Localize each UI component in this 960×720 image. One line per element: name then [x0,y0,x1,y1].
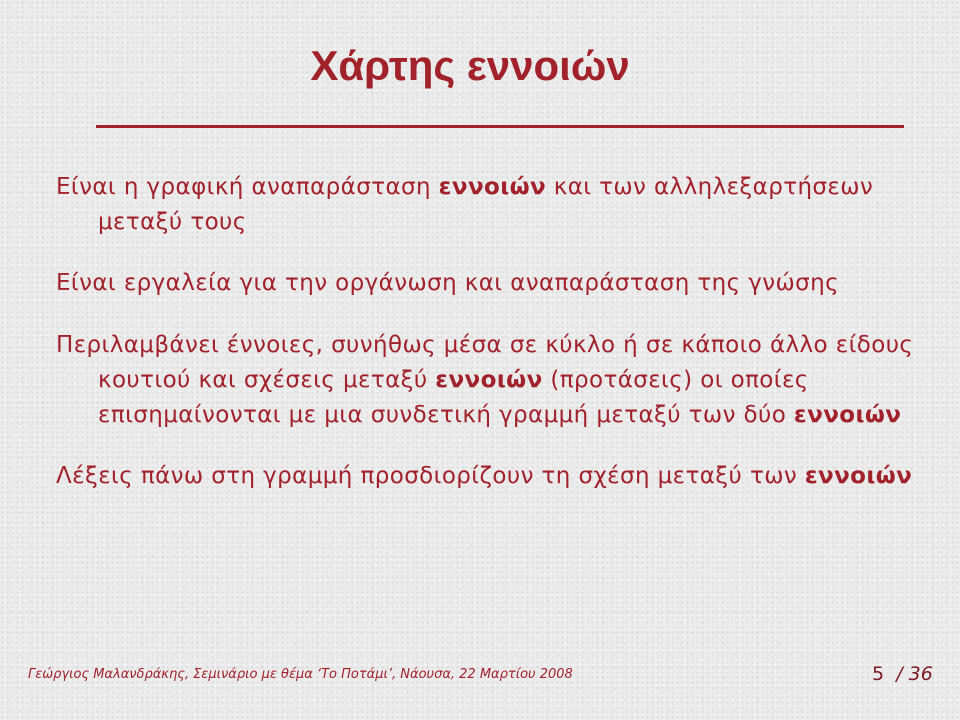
title-underline-rule [96,125,904,128]
bullet-item [56,459,916,494]
bullet-text: Λέξεις πάνω στη γραμμή προσδιορίζουν τη σχέση μεταξύ των [56,463,805,489]
bullet-item [56,170,916,240]
bullet-item [56,266,916,301]
bullet-list [56,170,916,520]
bullet-text: Περιλαμβάνει έννοιες, συνήθως μέσα σε κύκλο ή σε κάποιο άλλο είδους κουτιού και σχέσεις μεταξύ [56,332,914,393]
page-number [872,661,933,687]
bullet-item [56,328,916,433]
bullet-keyword: εννοιών [438,174,547,200]
bullet-keyword: εννοιών [435,367,543,393]
page-total: / 36 [896,663,933,685]
bullet-keyword: εννοιών [804,463,913,489]
slide-title: Χάρτης εννοιών [310,42,630,89]
footer-credit: Γεώργιος Μαλανδράκης, Σεμινάριο με θέμα ‘Το Ποτάμι’, Νάουσα, 22 Μαρτίου 2008 [28,667,573,682]
bullet-text: (προτάσεις) οι οποίες επισημαίνονται με μια συνδετική γραμμή μεταξύ των δύο [98,367,809,428]
bullet-text: και των αλληλεξαρτήσεων μεταξύ τους [98,174,874,235]
bullet-text: Είναι εργαλεία για την οργάνωση και αναπαράσταση της γνώσης [56,270,839,296]
bullet-text: Είναι η γραφική αναπαράσταση [56,174,439,200]
bullet-keyword: εννοιών [793,402,902,428]
page-current: 5 [872,663,885,685]
